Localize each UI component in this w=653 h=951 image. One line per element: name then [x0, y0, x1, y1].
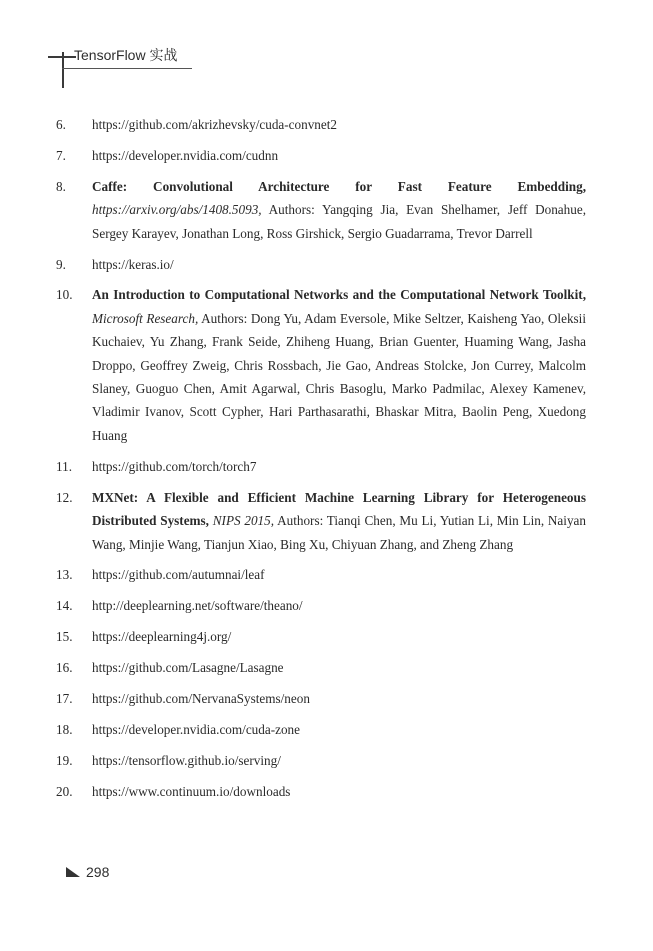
reference-number: 6. [56, 117, 66, 132]
reference-item [56, 625, 586, 648]
reference-item [56, 113, 586, 136]
reference-item [56, 749, 586, 772]
reference-source: NIPS 2015, [212, 513, 275, 529]
reference-number: 7. [56, 147, 66, 163]
reference-url: https://developer.nvidia.com/cuda-zone [92, 721, 301, 737]
reference-number: 8. [56, 178, 66, 194]
reference-url: http://deeplearning.net/software/theano/ [92, 598, 303, 614]
reference-number: 20. [56, 783, 73, 799]
reference-number: 19. [56, 752, 73, 768]
reference-url: https://deeplearning4j.org/ [92, 629, 232, 645]
running-header [22, 40, 192, 88]
reference-item [56, 455, 586, 478]
header-tick-rule [48, 56, 76, 58]
reference-url: https://github.com/Lasagne/Lasagne [92, 660, 284, 676]
reference-item [56, 253, 586, 276]
reference-item [56, 144, 586, 167]
reference-item [56, 687, 586, 710]
reference-list [56, 113, 586, 811]
reference-url: https://developer.nvidia.com/cudnn [92, 147, 279, 163]
reference-url: https://github.com/NervanaSystems/neon [92, 691, 310, 707]
reference-number: 11. [56, 458, 72, 474]
reference-item [56, 283, 586, 447]
reference-number: 16. [56, 660, 73, 676]
reference-item [56, 175, 586, 245]
reference-number: 13. [56, 567, 73, 583]
reference-number: 9. [56, 256, 66, 272]
reference-number: 14. [56, 598, 73, 614]
reference-item [56, 594, 586, 617]
reference-url: https://www.continuum.io/downloads [92, 783, 291, 799]
reference-number: 15. [56, 629, 73, 645]
reference-item [56, 656, 586, 679]
reference-url: https://github.com/torch/torch7 [92, 458, 257, 474]
page-marker-icon [66, 867, 80, 877]
reference-item [56, 486, 586, 556]
reference-title: An Introduction to Computational Networks and the Computational Network Toolkit, [92, 287, 586, 303]
reference-authors: Authors: Dong Yu, Adam Eversole, Mike Seltzer, Kaisheng Yao, Oleksii Kuchaiev, Yu Zhang, Frank Seide, Zhiheng Huang, Brian Guenter, Huaming Wang, Jasha Droppo, Geoffrey Zweig, Chris Rossbach, Jie Gao, Andreas Stolcke, Jon Currey, Malcolm Slaney, Guoguo Chen, Amit Agarwal, Chris Basoglu, Marko Padmilac, Alexey Kamenev, Vladimir Ivanov, Scott Cypher, Hari Parthasarathi, Bhaskar Mitra, Baolin Peng, Xuedong Huang [92, 310, 586, 443]
reference-number: 18. [56, 721, 73, 737]
reference-source: Microsoft Research, [92, 310, 199, 326]
reference-number: 17. [56, 691, 73, 707]
reference-url: https://github.com/akrizhevsky/cuda-convnet2 [92, 117, 338, 132]
page-number: 298 [86, 864, 110, 880]
reference-title: MXNet: A Flexible and Efficient Machine Learning Library for Heterogeneous Distributed Systems, [92, 489, 586, 529]
reference-number: 10. [56, 287, 73, 303]
reference-item [56, 780, 586, 803]
page-footer [66, 862, 109, 882]
reference-number: 12. [56, 489, 73, 505]
reference-title: Caffe: Convolutional Architecture for Fast Feature Embedding, [92, 178, 586, 194]
header-underline [62, 68, 192, 69]
reference-url: https://github.com/autumnai/leaf [92, 567, 265, 583]
reference-authors: Authors: Tianqi Chen, Mu Li, Yutian Li, Min Lin, Naiyan Wang, Minjie Wang, Tianjun Xiao, Bing Xu, Chiyuan Zhang, and Zheng Zhang [92, 513, 586, 552]
reference-item [56, 563, 586, 586]
reference-source: https://arxiv.org/abs/1408.5093, [92, 202, 262, 218]
book-title: TensorFlow 实战 [74, 47, 178, 63]
reference-item [56, 718, 586, 741]
reference-url: https://tensorflow.github.io/serving/ [92, 752, 281, 768]
reference-url: https://keras.io/ [92, 256, 174, 272]
reference-authors: Authors: Yangqing Jia, Evan Shelhamer, Jeff Donahue, Sergey Karayev, Jonathan Long, Ross Girshick, Sergio Guadarrama, Trevor Darrell [92, 202, 586, 241]
